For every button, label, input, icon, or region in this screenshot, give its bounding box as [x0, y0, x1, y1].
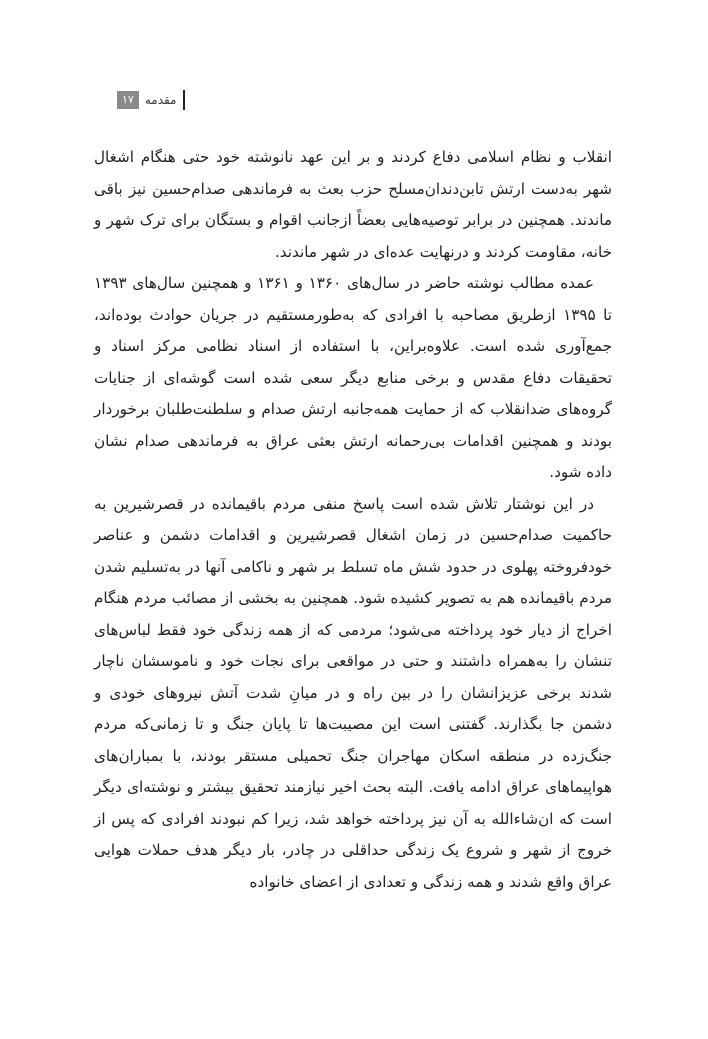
section-title: مقدمه — [144, 93, 177, 107]
paragraph-2: عمده مطالب نوشته حاضر در سال‌های ۱۳۶۰ و ۱۳۶۱ و همچنین سال‌های ۱۳۹۳ تا ۱۳۹۵ ازطریق مصاحبه با افرادی که به‌طورمستقیم در جریان حوادث بوده‌اند، جمع‌آوری شده است. علاوه‌براین، با استفاده از اسناد نظامی مرکز اسناد و تحقیقات دفاع مقدس و برخی منابع دیگر سعی شده است گوشه‌ای از جنایات گروه‌های ضدانقلاب که از حمایت همه‌جانبه ارتش صدام و سلطنت‌طلبان برخوردار بودند و همچنین اقدامات بی‌رحمانه ارتش بعثی عراق به فرماندهی صدام نشان داده شود. — [94, 274, 612, 481]
header-divider — [183, 90, 185, 110]
page-number: ۱۷ — [117, 91, 139, 109]
paragraph-1: انقلاب و نظام اسلامی دفاع کردند و بر این عهد نانوشته خود حتی هنگام اشغال شهر به‌دست ارتش تابن‌دندان‌مسلح حزب بعث به فرماندهی صدام‌حسین نیز باقی ماندند. همچنین در برابر توصیه‌هایی بعضاً ازجانب اقوام و بستگان برای ترک شهر و خانه، مقاومت کردند و درنهایت عده‌ای در شهر ماندند. — [94, 148, 612, 261]
running-header — [117, 89, 185, 111]
body-text — [94, 142, 612, 898]
paragraph-3: در این نوشتار تلاش شده است پاسخ منفی مردم باقیمانده در قصرشیرین به حاکمیت صدام‌حسین در زمان اشغال قصرشیرین و اقدامات دشمن و عناصر خودفروخته پهلوی در حدود شش ماه تسلط بر شهر و ناکامی آنها در به‌تسلیم شدن مردم باقیمانده هم به تصویر کشیده شود. همچنین به بخشی از مصائب مردم هنگام اخراج از دیار خود پرداخته می‌شود؛ مردمی که از همه زندگی خود فقط لباس‌های تنشان را به‌همراه داشتند و حتی در مواقعی برای نجات خود و ناموسشان ناچار شدند برخی عزیزانشان را در بین راه و در میانِ شدت آتش نیروهای خودی و دشمن جا بگذارند. گفتنی است این مصیبت‌ها تا پایان جنگ و تا زمانی‌که مردم جنگ‌زده در منطقه اسکان مهاجران جنگ تحمیلی مستقر بودند، با بمباران‌های هواپیماهای عراق ادامه یافت. البته بحث اخیر نیازمند تحقیق بیشتر و نوشته‌ای دیگر است که ان‌شاءالله به آن نیز پرداخته خواهد شد، زیرا کم نبودند افرادی که پس از خروج از شهر و شروع یک زندگی حداقلی در چادر، بار دیگر هدف حملات هوایی عراق واقع شدند و همه زندگی و تعدادی از اعضای خانواده — [94, 494, 612, 891]
